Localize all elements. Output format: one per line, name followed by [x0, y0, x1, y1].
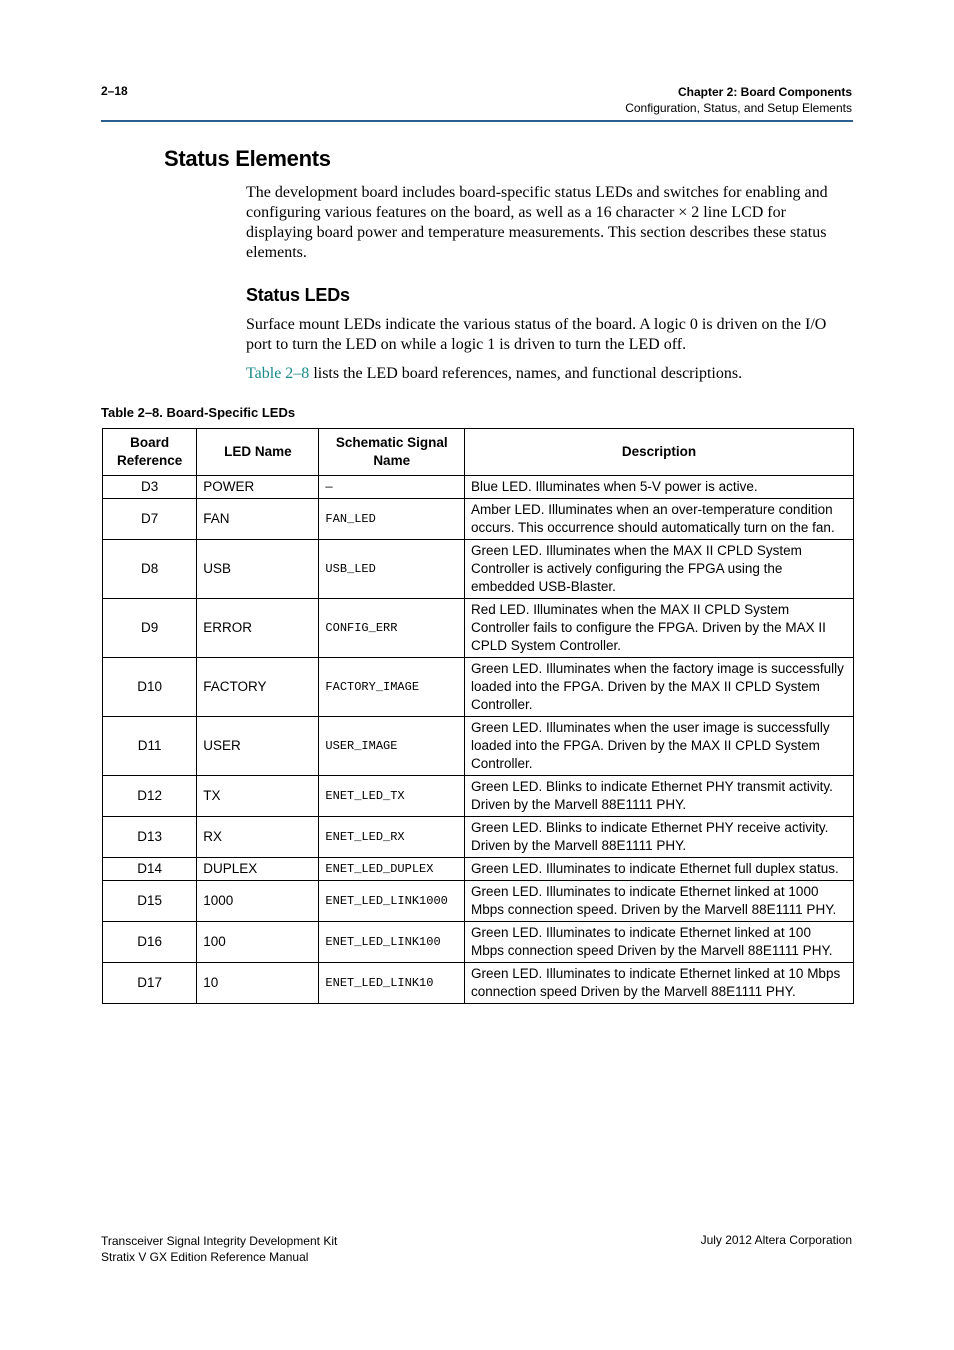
footer-date-publisher: July 2012 Altera Corporation	[700, 1233, 852, 1247]
section-heading: Status Elements	[164, 146, 331, 171]
table-caption: Table 2–8. Board-Specific LEDs	[101, 405, 296, 420]
description-cell: Blue LED. Illuminates when 5-V power is active.	[465, 476, 854, 499]
column-header-signal-name: Schematic Signal Name	[319, 429, 465, 476]
chapter-title: Chapter 2: Board Components	[677, 85, 852, 99]
signal-name-cell: USER_IMAGE	[319, 717, 465, 776]
description-cell: Green LED. Blinks to indicate Ethernet PHY transmit activity. Driven by the Marvell 88E1111 PHY.	[465, 776, 854, 817]
table-row	[103, 922, 854, 963]
board-reference-cell: D13	[103, 817, 197, 858]
board-reference-cell: D14	[103, 858, 197, 881]
header-rule	[101, 120, 853, 122]
table-reference-paragraph	[246, 364, 854, 384]
table-row	[103, 717, 854, 776]
table-row	[103, 963, 854, 1004]
footer-kit-title: Transceiver Signal Integrity Development Kit	[101, 1234, 338, 1248]
table-row	[103, 599, 854, 658]
board-reference-cell: D15	[103, 881, 197, 922]
led-name-cell: POWER	[197, 476, 319, 499]
description-cell: Green LED. Illuminates to indicate Ethernet full duplex status.	[465, 858, 854, 881]
description-cell: Green LED. Blinks to indicate Ethernet PHY receive activity. Driven by the Marvell 88E1111 PHY.	[465, 817, 854, 858]
table-row	[103, 881, 854, 922]
table-row	[103, 817, 854, 858]
table-row	[103, 476, 854, 499]
led-name-cell: TX	[197, 776, 319, 817]
table-row	[103, 499, 854, 540]
signal-name-cell: FAN_LED	[319, 499, 465, 540]
description-cell: Green LED. Illuminates to indicate Ethernet linked at 100 Mbps connection speed Driven by the Marvell 88E1111 PHY.	[465, 922, 854, 963]
table-row	[103, 776, 854, 817]
table-row	[103, 658, 854, 717]
board-reference-cell: D16	[103, 922, 197, 963]
subsection-heading: Status LEDs	[246, 285, 350, 305]
led-name-cell: 100	[197, 922, 319, 963]
signal-name-cell: ENET_LED_TX	[319, 776, 465, 817]
led-name-cell: RX	[197, 817, 319, 858]
description-cell: Amber LED. Illuminates when an over-temperature condition occurs. This occurrence should automatically turn on the fan.	[465, 499, 854, 540]
description-cell: Green LED. Illuminates to indicate Ethernet linked at 1000 Mbps connection speed. Driven by the Marvell 88E1111 PHY.	[465, 881, 854, 922]
table-header-row	[103, 429, 854, 476]
board-reference-cell: D10	[103, 658, 197, 717]
board-reference-cell: D8	[103, 540, 197, 599]
led-name-cell: DUPLEX	[197, 858, 319, 881]
footer-manual-title: Stratix V GX Edition Reference Manual	[101, 1250, 309, 1264]
description-cell: Green LED. Illuminates when the factory image is successfully loaded into the FPGA. Driven by the MAX II CPLD System Controller.	[465, 658, 854, 717]
description-cell: Green LED. Illuminates to indicate Ethernet linked at 10 Mbps connection speed Driven by the Marvell 88E1111 PHY.	[465, 963, 854, 1004]
intro-paragraph: The development board includes board-specific status LEDs and switches for enabling and configuring various features on the board, as well as a 16 character × 2 line LCD for displaying board power and temperature measurements. This section describes these status elements.	[246, 184, 828, 261]
description-cell: Green LED. Illuminates when the user image is successfully loaded into the FPGA. Driven by the MAX II CPLD System Controller.	[465, 717, 854, 776]
board-reference-cell: D3	[103, 476, 197, 499]
table-body	[103, 476, 854, 1004]
board-reference-cell: D17	[103, 963, 197, 1004]
table-reference-text: lists the LED board references, names, and functional descriptions.	[309, 365, 743, 382]
led-name-cell: USB	[197, 540, 319, 599]
signal-name-cell: ENET_LED_DUPLEX	[319, 858, 465, 881]
column-header-board-reference: Board Reference	[103, 429, 197, 476]
signal-name-cell: ENET_LED_LINK100	[319, 922, 465, 963]
table-cross-reference-link[interactable]: Table 2–8	[246, 365, 310, 382]
column-header-description: Description	[465, 429, 854, 476]
board-reference-cell: D12	[103, 776, 197, 817]
signal-name-cell: —	[319, 476, 465, 499]
led-name-cell: 10	[197, 963, 319, 1004]
section-title: Configuration, Status, and Setup Elements	[625, 101, 852, 115]
led-table	[102, 428, 854, 1004]
description-cell: Green LED. Illuminates when the MAX II CPLD System Controller is actively configuring the FPGA using the embedded USB-Blaster.	[465, 540, 854, 599]
led-name-cell: ERROR	[197, 599, 319, 658]
column-header-led-name: LED Name	[197, 429, 319, 476]
leds-paragraph: Surface mount LEDs indicate the various status of the board. A logic 0 is driven on the I/O port to turn the LED on while a logic 1 is driven to turn the LED off.	[246, 316, 827, 353]
table-row	[103, 858, 854, 881]
running-header	[625, 84, 852, 116]
board-reference-cell: D7	[103, 499, 197, 540]
page-number: 2–18	[101, 84, 128, 98]
board-reference-cell: D11	[103, 717, 197, 776]
led-name-cell: 1000	[197, 881, 319, 922]
signal-name-cell: ENET_LED_RX	[319, 817, 465, 858]
led-name-cell: FACTORY	[197, 658, 319, 717]
table-row	[103, 540, 854, 599]
description-cell: Red LED. Illuminates when the MAX II CPLD System Controller fails to configure the FPGA. Driven by the MAX II CPLD System Controller.	[465, 599, 854, 658]
signal-name-cell: ENET_LED_LINK1000	[319, 881, 465, 922]
signal-name-cell: USB_LED	[319, 540, 465, 599]
footer-left	[101, 1233, 337, 1265]
led-name-cell: FAN	[197, 499, 319, 540]
led-name-cell: USER	[197, 717, 319, 776]
signal-name-cell: ENET_LED_LINK10	[319, 963, 465, 1004]
board-reference-cell: D9	[103, 599, 197, 658]
signal-name-cell: FACTORY_IMAGE	[319, 658, 465, 717]
signal-name-cell: CONFIG_ERR	[319, 599, 465, 658]
